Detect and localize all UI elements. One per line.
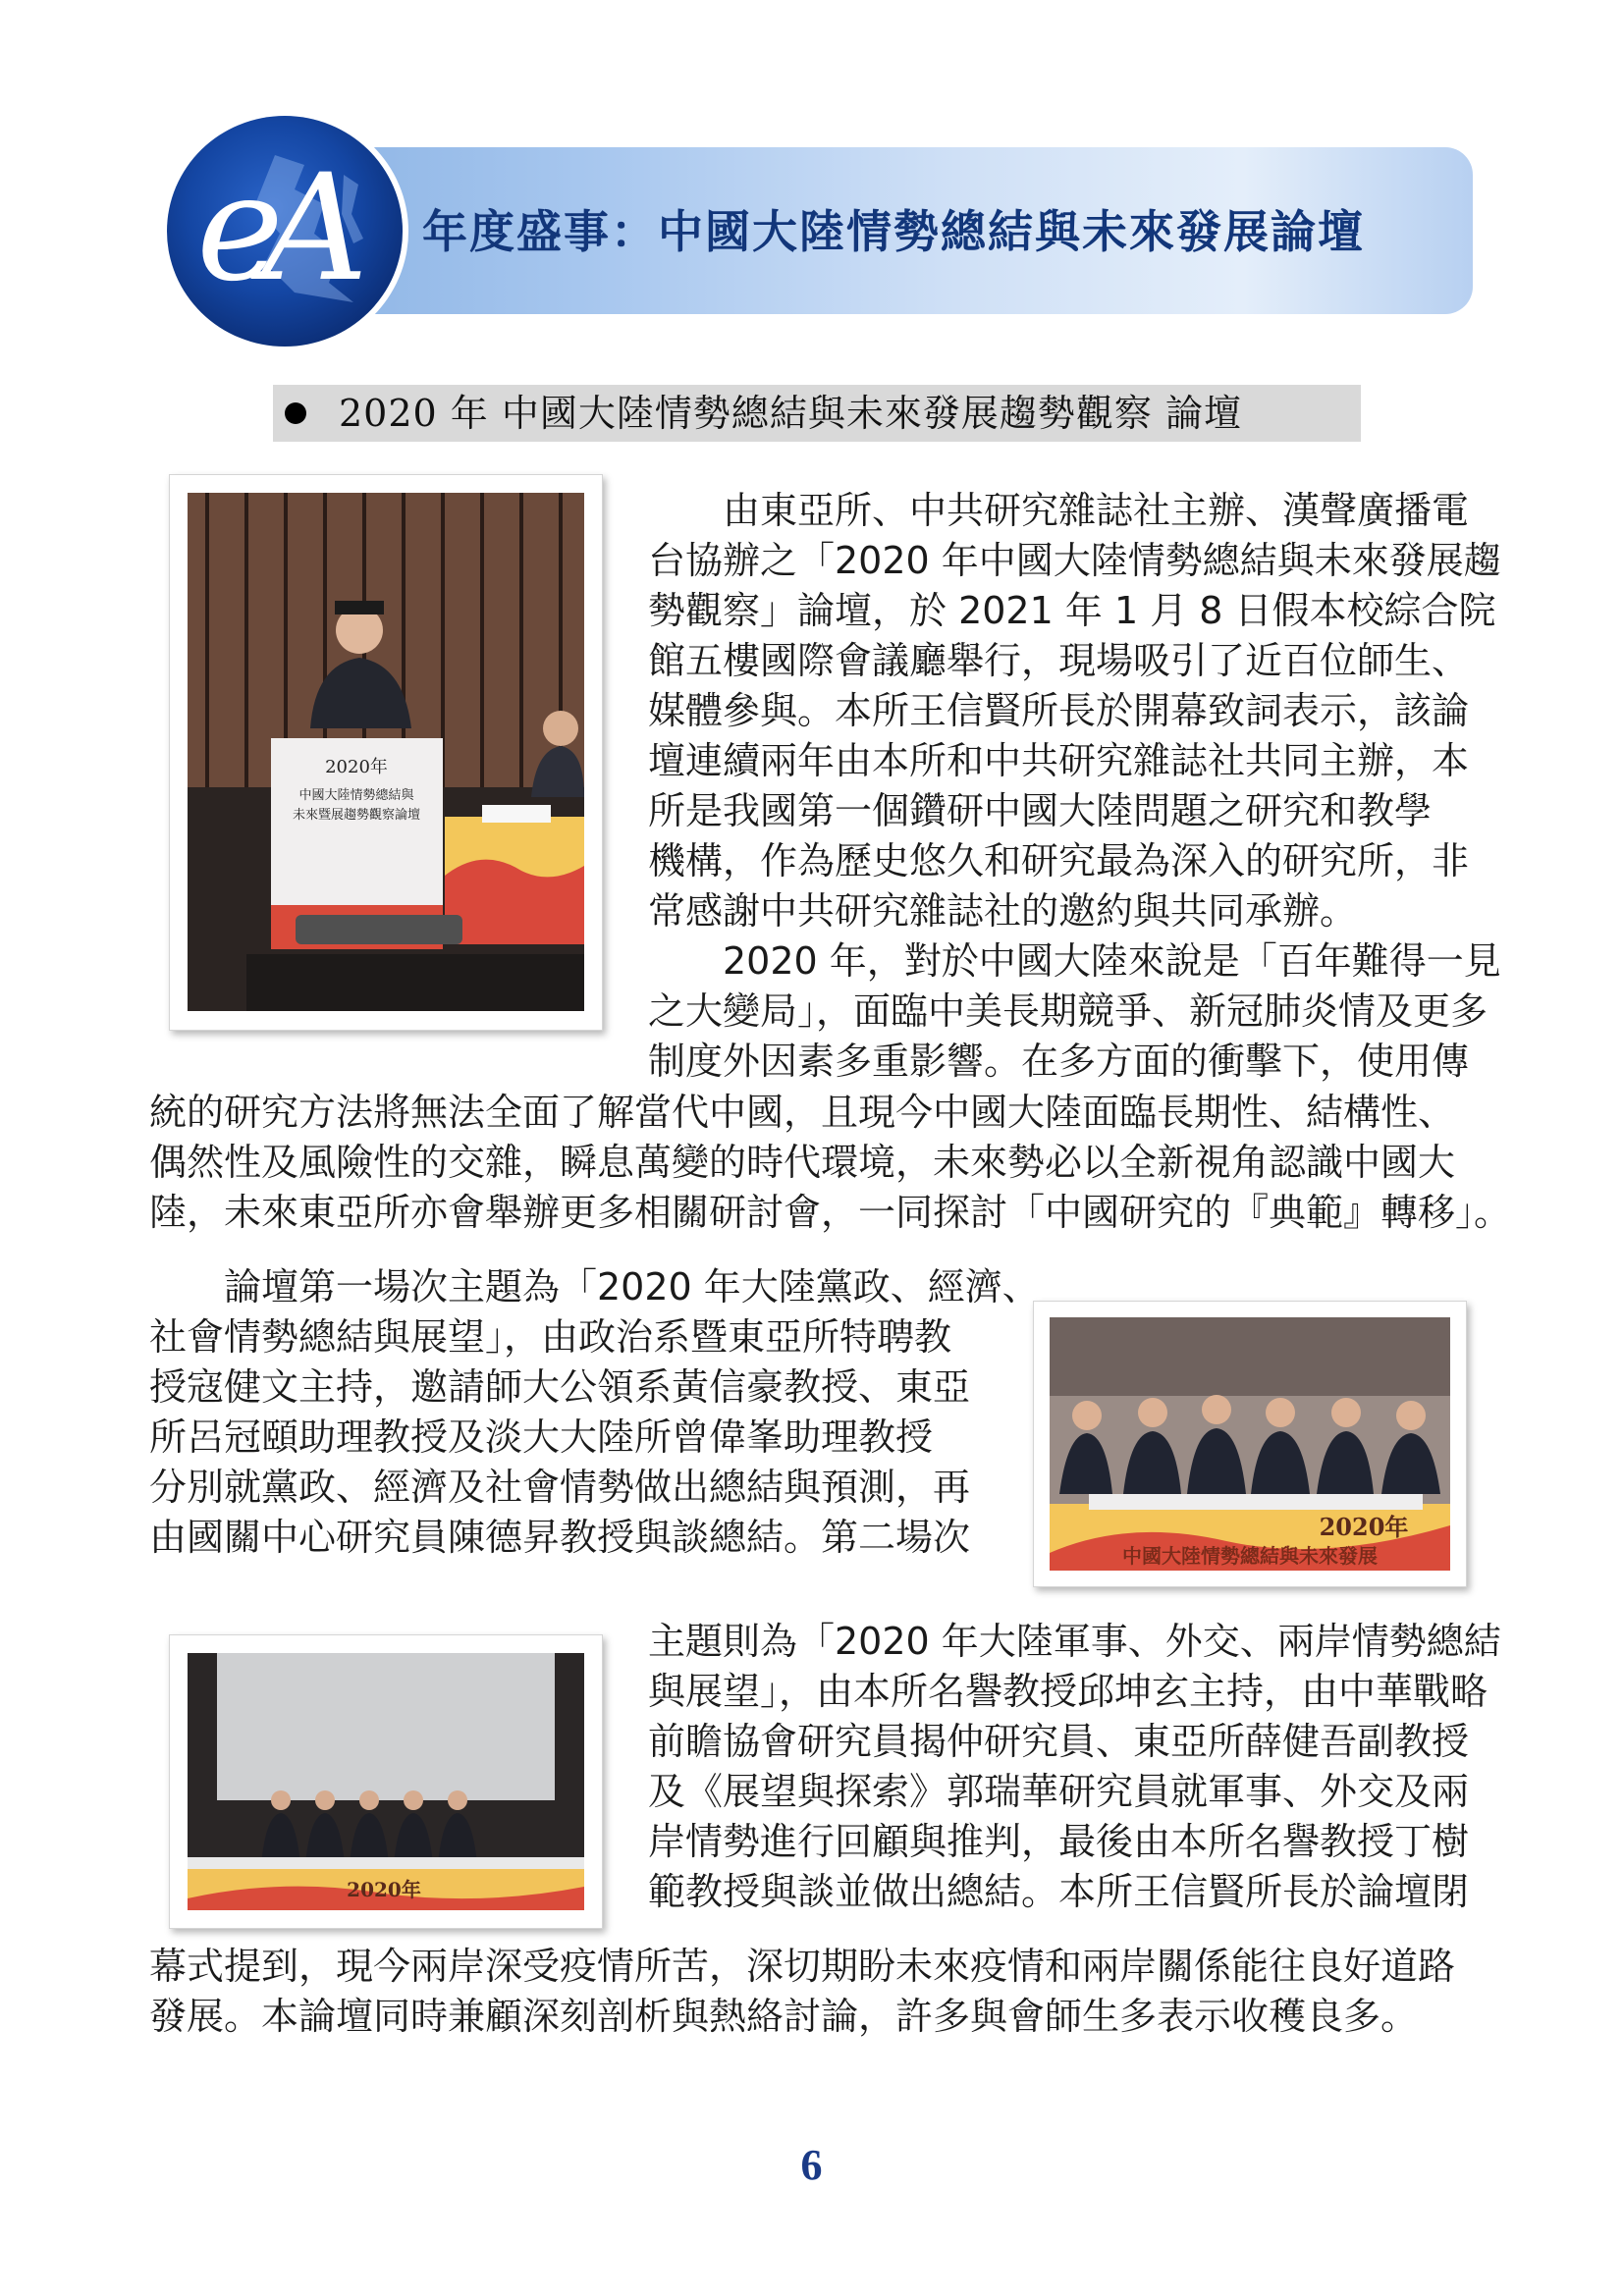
body-line: 前瞻協會研究員揭仲研究員、東亞所薛健吾副教授 — [648, 1720, 1470, 1763]
podium-scene — [188, 493, 584, 1011]
body-line: 幕式提到，現今兩岸深受疫情所苦，深切期盼未來疫情和兩岸關係能往良好道路 — [149, 1945, 1456, 1988]
body-line: 陸，未來東亞所亦會舉辦更多相關研討會，一同探討「中國研究的『典範』轉移」。 — [149, 1191, 1512, 1234]
body-line: 所呂冠頤助理教授及淡大大陸所曾偉峯助理教授 — [149, 1415, 934, 1459]
body-line: 社會情勢總結與展望」，由政治系暨東亞所特聘教 — [149, 1315, 952, 1359]
body-line: 制度外因素多重影響。在多方面的衝擊下，使用傳 — [648, 1040, 1470, 1083]
body-line: 偶然性及風險性的交雜，瞬息萬變的時代環境，未來勢必以全新視角認識中國大 — [149, 1141, 1456, 1184]
body-line: 與展望」，由本所名譽教授邱坤玄主持，由中華戰略 — [648, 1670, 1488, 1713]
group2-banner-year: 2020年 — [347, 1878, 421, 1901]
body-line: 發展。本論壇同時兼顧深刻剖析與熱絡討論，許多與會師生多表示收穫良多。 — [149, 1995, 1419, 2038]
group1-banner-year: 2020年 — [1319, 1513, 1409, 1541]
page-title: 年度盛事：中國大陸情勢總結與未來發展論壇 — [422, 205, 1365, 258]
body-line: 常感謝中共研究雜誌社的邀約與共同承辦。 — [648, 889, 1358, 933]
page-number: 6 — [800, 2141, 823, 2189]
photo-group-stage — [169, 1634, 603, 1929]
body-line: 分別就黨政、經濟及社會情勢做出總結與預測，再 — [149, 1466, 971, 1509]
logo-letters: eA — [196, 143, 348, 314]
photo-group-six — [1033, 1301, 1467, 1587]
bullet-icon — [285, 402, 306, 424]
podium-banner-line2: 未來暨展趨勢觀察論壇 — [292, 808, 421, 823]
group1-banner-line: 中國大陸情勢總結與未來發展 — [1122, 1544, 1378, 1568]
body-line: 及《展望與探索》郭瑞華研究員就軍事、外交及兩 — [648, 1770, 1470, 1813]
body-line: 台協辦之「2020 年中國大陸情勢總結與未來發展趨 — [648, 539, 1501, 582]
group-scene-1 — [1050, 1317, 1450, 1571]
body-line: 機構，作為歷史悠久和研究最為深入的研究所，非 — [648, 839, 1470, 882]
body-line: 之大變局」，面臨中美長期競爭、新冠肺炎情及更多 — [648, 989, 1488, 1033]
podium-banner-year: 2020年 — [325, 757, 388, 777]
podium-banner-line1: 中國大陸情勢總結與 — [298, 788, 414, 803]
body-line: 範教授與談並做出總結。本所王信賢所長於論壇閉 — [648, 1870, 1470, 1913]
body-line: 論壇第一場次主題為「2020 年大陸黨政、經濟、 — [224, 1265, 1040, 1308]
body-line: 主題則為「2020 年大陸軍事、外交、兩岸情勢總結 — [648, 1620, 1501, 1663]
body-line: 由國關中心研究員陳德昇教授與談總結。第二場次 — [149, 1516, 971, 1559]
group-scene-2 — [188, 1653, 584, 1910]
body-line: 所是我國第一個鑽研中國大陸問題之研究和教學 — [648, 789, 1433, 832]
body-line: 2020 年，對於中國大陸來說是「百年難得一見 — [723, 939, 1501, 983]
body-line: 統的研究方法將無法全面了解當代中國，且現今中國大陸面臨長期性、結構性、 — [149, 1091, 1456, 1134]
photo-podium-speaker — [169, 474, 603, 1031]
body-line: 館五樓國際會議廳舉行，現場吸引了近百位師生、 — [648, 639, 1470, 682]
body-line: 岸情勢進行回顧與推判，最後由本所名譽教授丁樹 — [648, 1820, 1470, 1863]
body-line: 勢觀察」論壇，於 2021 年 1 月 8 日假本校綜合院 — [648, 589, 1496, 632]
body-line: 授寇健文主持，邀請師大公領系黃信豪教授、東亞 — [149, 1365, 971, 1409]
body-line: 由東亞所、中共研究雜誌社主辦、漢聲廣播電 — [723, 489, 1470, 532]
body-line: 媒體參與。本所王信賢所長於開幕致詞表示，該論 — [648, 689, 1470, 732]
section-heading: 2020 年 中國大陸情勢總結與未來發展趨勢觀察 論壇 — [339, 392, 1242, 435]
body-line: 壇連續兩年由本所和中共研究雜誌社共同主辦，本 — [648, 739, 1470, 782]
ea-logo — [167, 116, 403, 347]
